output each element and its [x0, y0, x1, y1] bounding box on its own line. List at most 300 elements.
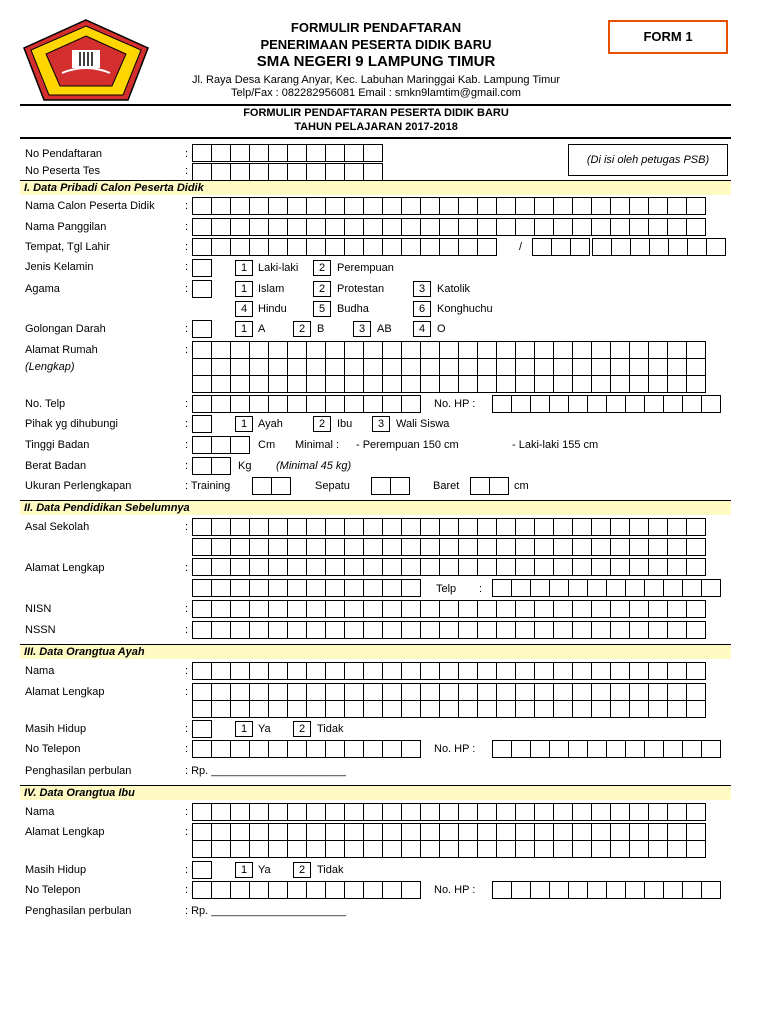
- char-cell[interactable]: [477, 840, 497, 858]
- char-cell[interactable]: [667, 518, 687, 536]
- char-cell[interactable]: [344, 238, 364, 256]
- char-cell[interactable]: [287, 395, 307, 413]
- char-cell[interactable]: [268, 358, 288, 376]
- char-cell[interactable]: [371, 477, 391, 495]
- char-cell[interactable]: [496, 662, 516, 680]
- char-cell[interactable]: [591, 600, 611, 618]
- char-cell[interactable]: [192, 238, 212, 256]
- char-cell[interactable]: [230, 579, 250, 597]
- char-cell[interactable]: [439, 518, 459, 536]
- char-cell[interactable]: [492, 395, 512, 413]
- char-cell[interactable]: [458, 683, 478, 701]
- char-cell[interactable]: [591, 341, 611, 359]
- char-cell[interactable]: [496, 375, 516, 393]
- char-cell[interactable]: [230, 840, 250, 858]
- char-cell[interactable]: [591, 518, 611, 536]
- char-cell[interactable]: [249, 558, 269, 576]
- char-cell[interactable]: [511, 881, 531, 899]
- char-cell[interactable]: [306, 341, 326, 359]
- char-cell[interactable]: [401, 823, 421, 841]
- char-cell[interactable]: [587, 395, 607, 413]
- char-cell[interactable]: [306, 358, 326, 376]
- char-cell[interactable]: [629, 803, 649, 821]
- char-cell[interactable]: [325, 823, 345, 841]
- char-cell[interactable]: [420, 238, 440, 256]
- char-cell[interactable]: [648, 621, 668, 639]
- char-cell[interactable]: [592, 238, 612, 256]
- char-cell[interactable]: [268, 144, 288, 162]
- char-cell[interactable]: [629, 538, 649, 556]
- char-cell[interactable]: [268, 163, 288, 181]
- char-cell[interactable]: [211, 457, 231, 475]
- char-cell[interactable]: [458, 823, 478, 841]
- char-cell[interactable]: [439, 600, 459, 618]
- char-cell[interactable]: [591, 375, 611, 393]
- char-cell[interactable]: [287, 662, 307, 680]
- char-cell[interactable]: [230, 558, 250, 576]
- char-cell[interactable]: [648, 600, 668, 618]
- char-cell[interactable]: [325, 538, 345, 556]
- char-cell[interactable]: [629, 600, 649, 618]
- tgl-lahir-field[interactable]: [532, 238, 589, 256]
- char-cell[interactable]: [211, 740, 231, 758]
- char-cell[interactable]: [629, 823, 649, 841]
- char-cell[interactable]: [644, 579, 664, 597]
- char-cell[interactable]: [401, 395, 421, 413]
- char-cell[interactable]: [420, 341, 440, 359]
- char-cell[interactable]: [325, 621, 345, 639]
- char-cell[interactable]: [211, 375, 231, 393]
- alamat-sekolah-row-3[interactable]: [192, 579, 420, 597]
- char-cell[interactable]: [382, 558, 402, 576]
- char-cell[interactable]: [439, 700, 459, 718]
- char-cell[interactable]: [648, 662, 668, 680]
- char-cell[interactable]: [382, 197, 402, 215]
- char-cell[interactable]: [515, 621, 535, 639]
- char-cell[interactable]: [534, 803, 554, 821]
- asal-sekolah-field[interactable]: [192, 518, 705, 536]
- char-cell[interactable]: [382, 238, 402, 256]
- char-cell[interactable]: [572, 538, 592, 556]
- char-cell[interactable]: [192, 218, 212, 236]
- char-cell[interactable]: [572, 700, 592, 718]
- char-cell[interactable]: [591, 197, 611, 215]
- char-cell[interactable]: [363, 600, 383, 618]
- jk-answer-box[interactable]: [192, 259, 212, 277]
- char-cell[interactable]: [667, 683, 687, 701]
- char-cell[interactable]: [230, 823, 250, 841]
- char-cell[interactable]: [344, 621, 364, 639]
- char-cell[interactable]: [553, 218, 573, 236]
- char-cell[interactable]: [682, 881, 702, 899]
- char-cell[interactable]: [610, 558, 630, 576]
- char-cell[interactable]: [401, 881, 421, 899]
- char-cell[interactable]: [230, 144, 250, 162]
- char-cell[interactable]: [344, 558, 364, 576]
- char-cell[interactable]: [420, 823, 440, 841]
- char-cell[interactable]: [439, 683, 459, 701]
- char-cell[interactable]: [249, 341, 269, 359]
- char-cell[interactable]: [625, 395, 645, 413]
- ayah-hidup-answer-box[interactable]: [192, 720, 212, 738]
- char-cell[interactable]: [192, 823, 212, 841]
- char-cell[interactable]: [287, 683, 307, 701]
- char-cell[interactable]: [363, 840, 383, 858]
- char-cell[interactable]: [572, 218, 592, 236]
- char-cell[interactable]: [287, 823, 307, 841]
- char-cell[interactable]: [439, 358, 459, 376]
- ibu-penghasilan-field[interactable]: : Rp. ______________________: [185, 905, 346, 917]
- char-cell[interactable]: [230, 163, 250, 181]
- ibu-telepon-field[interactable]: [192, 881, 420, 899]
- char-cell[interactable]: [287, 197, 307, 215]
- char-cell[interactable]: [663, 579, 683, 597]
- char-cell[interactable]: [287, 558, 307, 576]
- char-cell[interactable]: [648, 358, 668, 376]
- char-cell[interactable]: [252, 477, 272, 495]
- char-cell[interactable]: [648, 197, 668, 215]
- char-cell[interactable]: [686, 218, 706, 236]
- ibu-hp-field[interactable]: [492, 881, 720, 899]
- char-cell[interactable]: [363, 579, 383, 597]
- char-cell[interactable]: [344, 518, 364, 536]
- char-cell[interactable]: [363, 700, 383, 718]
- char-cell[interactable]: [401, 662, 421, 680]
- char-cell[interactable]: [682, 740, 702, 758]
- char-cell[interactable]: [325, 358, 345, 376]
- char-cell[interactable]: [363, 823, 383, 841]
- char-cell[interactable]: [249, 163, 269, 181]
- char-cell[interactable]: [382, 823, 402, 841]
- char-cell[interactable]: [325, 197, 345, 215]
- char-cell[interactable]: [211, 558, 231, 576]
- char-cell[interactable]: [344, 840, 364, 858]
- char-cell[interactable]: [192, 558, 212, 576]
- char-cell[interactable]: [496, 621, 516, 639]
- char-cell[interactable]: [287, 163, 307, 181]
- char-cell[interactable]: [192, 803, 212, 821]
- char-cell[interactable]: [401, 197, 421, 215]
- char-cell[interactable]: [401, 375, 421, 393]
- char-cell[interactable]: [363, 375, 383, 393]
- char-cell[interactable]: [363, 683, 383, 701]
- char-cell[interactable]: [287, 341, 307, 359]
- char-cell[interactable]: [458, 197, 478, 215]
- char-cell[interactable]: [477, 197, 497, 215]
- char-cell[interactable]: [268, 823, 288, 841]
- char-cell[interactable]: [306, 840, 326, 858]
- char-cell[interactable]: [515, 358, 535, 376]
- char-cell[interactable]: [667, 600, 687, 618]
- panggilan-field[interactable]: [192, 218, 705, 236]
- char-cell[interactable]: [568, 740, 588, 758]
- char-cell[interactable]: [325, 600, 345, 618]
- char-cell[interactable]: [553, 700, 573, 718]
- char-cell[interactable]: [230, 375, 250, 393]
- char-cell[interactable]: [534, 375, 554, 393]
- ayah-nama-field[interactable]: [192, 662, 705, 680]
- char-cell[interactable]: [382, 700, 402, 718]
- char-cell[interactable]: [192, 662, 212, 680]
- char-cell[interactable]: [230, 600, 250, 618]
- char-cell[interactable]: [496, 518, 516, 536]
- char-cell[interactable]: [249, 579, 269, 597]
- char-cell[interactable]: [325, 700, 345, 718]
- char-cell[interactable]: [663, 881, 683, 899]
- char-cell[interactable]: [572, 683, 592, 701]
- char-cell[interactable]: [534, 621, 554, 639]
- char-cell[interactable]: [515, 700, 535, 718]
- char-cell[interactable]: [363, 197, 383, 215]
- char-cell[interactable]: [572, 358, 592, 376]
- char-cell[interactable]: [686, 538, 706, 556]
- char-cell[interactable]: [344, 683, 364, 701]
- char-cell[interactable]: [325, 803, 345, 821]
- char-cell[interactable]: [534, 823, 554, 841]
- char-cell[interactable]: [401, 558, 421, 576]
- char-cell[interactable]: [553, 538, 573, 556]
- nama-field[interactable]: [192, 197, 705, 215]
- char-cell[interactable]: [382, 341, 402, 359]
- char-cell[interactable]: [458, 840, 478, 858]
- berat-field[interactable]: [192, 457, 230, 475]
- char-cell[interactable]: [629, 375, 649, 393]
- no-pendaftaran-field[interactable]: [192, 144, 382, 162]
- char-cell[interactable]: [686, 823, 706, 841]
- char-cell[interactable]: [249, 538, 269, 556]
- char-cell[interactable]: [306, 740, 326, 758]
- char-cell[interactable]: [363, 341, 383, 359]
- char-cell[interactable]: [287, 218, 307, 236]
- char-cell[interactable]: [382, 840, 402, 858]
- char-cell[interactable]: [663, 740, 683, 758]
- char-cell[interactable]: [648, 823, 668, 841]
- char-cell[interactable]: [249, 823, 269, 841]
- char-cell[interactable]: [249, 662, 269, 680]
- char-cell[interactable]: [610, 662, 630, 680]
- char-cell[interactable]: [606, 395, 626, 413]
- ayah-penghasilan-field[interactable]: : Rp. ______________________: [185, 765, 346, 777]
- char-cell[interactable]: [458, 600, 478, 618]
- char-cell[interactable]: [192, 197, 212, 215]
- ibu-hidup-answer-box[interactable]: [192, 861, 212, 879]
- char-cell[interactable]: [420, 218, 440, 236]
- char-cell[interactable]: [477, 600, 497, 618]
- char-cell[interactable]: [382, 600, 402, 618]
- char-cell[interactable]: [458, 238, 478, 256]
- char-cell[interactable]: [667, 803, 687, 821]
- char-cell[interactable]: [477, 341, 497, 359]
- char-cell[interactable]: [511, 579, 531, 597]
- char-cell[interactable]: [306, 881, 326, 899]
- char-cell[interactable]: [682, 579, 702, 597]
- char-cell[interactable]: [686, 600, 706, 618]
- char-cell[interactable]: [532, 238, 552, 256]
- tinggi-field[interactable]: [192, 436, 249, 454]
- char-cell[interactable]: [534, 683, 554, 701]
- char-cell[interactable]: [192, 579, 212, 597]
- char-cell[interactable]: [268, 621, 288, 639]
- char-cell[interactable]: [306, 395, 326, 413]
- char-cell[interactable]: [192, 457, 212, 475]
- char-cell[interactable]: [568, 579, 588, 597]
- char-cell[interactable]: [686, 341, 706, 359]
- char-cell[interactable]: [268, 683, 288, 701]
- char-cell[interactable]: [587, 881, 607, 899]
- char-cell[interactable]: [667, 700, 687, 718]
- char-cell[interactable]: [667, 823, 687, 841]
- char-cell[interactable]: [268, 700, 288, 718]
- char-cell[interactable]: [515, 662, 535, 680]
- char-cell[interactable]: [401, 579, 421, 597]
- char-cell[interactable]: [515, 197, 535, 215]
- char-cell[interactable]: [701, 579, 721, 597]
- char-cell[interactable]: [534, 197, 554, 215]
- char-cell[interactable]: [591, 218, 611, 236]
- char-cell[interactable]: [648, 375, 668, 393]
- char-cell[interactable]: [629, 700, 649, 718]
- char-cell[interactable]: [249, 518, 269, 536]
- char-cell[interactable]: [649, 238, 669, 256]
- char-cell[interactable]: [458, 358, 478, 376]
- char-cell[interactable]: [249, 840, 269, 858]
- char-cell[interactable]: [553, 662, 573, 680]
- char-cell[interactable]: [268, 218, 288, 236]
- char-cell[interactable]: [625, 881, 645, 899]
- char-cell[interactable]: [667, 558, 687, 576]
- char-cell[interactable]: [572, 662, 592, 680]
- char-cell[interactable]: [553, 341, 573, 359]
- char-cell[interactable]: [587, 740, 607, 758]
- char-cell[interactable]: [591, 662, 611, 680]
- char-cell[interactable]: [568, 395, 588, 413]
- char-cell[interactable]: [211, 238, 231, 256]
- char-cell[interactable]: [192, 375, 212, 393]
- char-cell[interactable]: [515, 375, 535, 393]
- char-cell[interactable]: [230, 218, 250, 236]
- char-cell[interactable]: [344, 881, 364, 899]
- char-cell[interactable]: [401, 341, 421, 359]
- telp-sekolah-field[interactable]: [492, 579, 720, 597]
- char-cell[interactable]: [492, 740, 512, 758]
- char-cell[interactable]: [211, 621, 231, 639]
- char-cell[interactable]: [268, 197, 288, 215]
- goldar-answer-box[interactable]: [192, 320, 212, 338]
- char-cell[interactable]: [363, 518, 383, 536]
- char-cell[interactable]: [306, 823, 326, 841]
- char-cell[interactable]: [306, 518, 326, 536]
- char-cell[interactable]: [572, 840, 592, 858]
- char-cell[interactable]: [458, 558, 478, 576]
- char-cell[interactable]: [287, 700, 307, 718]
- ayah-alamat-row-2[interactable]: [192, 700, 705, 718]
- char-cell[interactable]: [591, 700, 611, 718]
- char-cell[interactable]: [667, 375, 687, 393]
- char-cell[interactable]: [306, 579, 326, 597]
- char-cell[interactable]: [667, 538, 687, 556]
- char-cell[interactable]: [363, 662, 383, 680]
- char-cell[interactable]: [572, 341, 592, 359]
- ayah-hp-field[interactable]: [492, 740, 720, 758]
- char-cell[interactable]: [420, 683, 440, 701]
- char-cell[interactable]: [686, 700, 706, 718]
- char-cell[interactable]: [306, 238, 326, 256]
- char-cell[interactable]: [192, 700, 212, 718]
- char-cell[interactable]: [382, 881, 402, 899]
- char-cell[interactable]: [477, 803, 497, 821]
- char-cell[interactable]: [287, 881, 307, 899]
- char-cell[interactable]: [363, 395, 383, 413]
- char-cell[interactable]: [439, 840, 459, 858]
- char-cell[interactable]: [496, 840, 516, 858]
- char-cell[interactable]: [630, 238, 650, 256]
- char-cell[interactable]: [611, 238, 631, 256]
- char-cell[interactable]: [477, 621, 497, 639]
- char-cell[interactable]: [625, 579, 645, 597]
- char-cell[interactable]: [230, 238, 250, 256]
- char-cell[interactable]: [401, 538, 421, 556]
- char-cell[interactable]: [306, 621, 326, 639]
- char-cell[interactable]: [477, 700, 497, 718]
- char-cell[interactable]: [211, 144, 231, 162]
- char-cell[interactable]: [401, 840, 421, 858]
- char-cell[interactable]: [458, 218, 478, 236]
- char-cell[interactable]: [192, 436, 212, 454]
- char-cell[interactable]: [477, 823, 497, 841]
- char-cell[interactable]: [268, 840, 288, 858]
- ayah-alamat-row-1[interactable]: [192, 683, 705, 701]
- char-cell[interactable]: [344, 197, 364, 215]
- char-cell[interactable]: [610, 803, 630, 821]
- char-cell[interactable]: [644, 395, 664, 413]
- char-cell[interactable]: [572, 803, 592, 821]
- char-cell[interactable]: [325, 662, 345, 680]
- tempat-lahir-field[interactable]: [192, 238, 496, 256]
- char-cell[interactable]: [344, 823, 364, 841]
- char-cell[interactable]: [306, 558, 326, 576]
- char-cell[interactable]: [663, 395, 683, 413]
- char-cell[interactable]: [401, 700, 421, 718]
- ibu-alamat-row-1[interactable]: [192, 823, 705, 841]
- char-cell[interactable]: [610, 538, 630, 556]
- char-cell[interactable]: [530, 881, 550, 899]
- char-cell[interactable]: [192, 341, 212, 359]
- char-cell[interactable]: [572, 621, 592, 639]
- char-cell[interactable]: [192, 683, 212, 701]
- pihak-answer-box[interactable]: [192, 415, 212, 433]
- char-cell[interactable]: [458, 375, 478, 393]
- char-cell[interactable]: [629, 358, 649, 376]
- char-cell[interactable]: [382, 621, 402, 639]
- ayah-telepon-field[interactable]: [192, 740, 420, 758]
- char-cell[interactable]: [401, 358, 421, 376]
- char-cell[interactable]: [268, 375, 288, 393]
- char-cell[interactable]: [268, 579, 288, 597]
- char-cell[interactable]: [496, 558, 516, 576]
- char-cell[interactable]: [230, 740, 250, 758]
- char-cell[interactable]: [439, 823, 459, 841]
- char-cell[interactable]: [420, 518, 440, 536]
- alamat-field-row-3[interactable]: [192, 375, 705, 393]
- char-cell[interactable]: [496, 358, 516, 376]
- char-cell[interactable]: [587, 579, 607, 597]
- char-cell[interactable]: [325, 341, 345, 359]
- char-cell[interactable]: [420, 662, 440, 680]
- char-cell[interactable]: [439, 621, 459, 639]
- char-cell[interactable]: [682, 395, 702, 413]
- char-cell[interactable]: [249, 881, 269, 899]
- char-cell[interactable]: [230, 662, 250, 680]
